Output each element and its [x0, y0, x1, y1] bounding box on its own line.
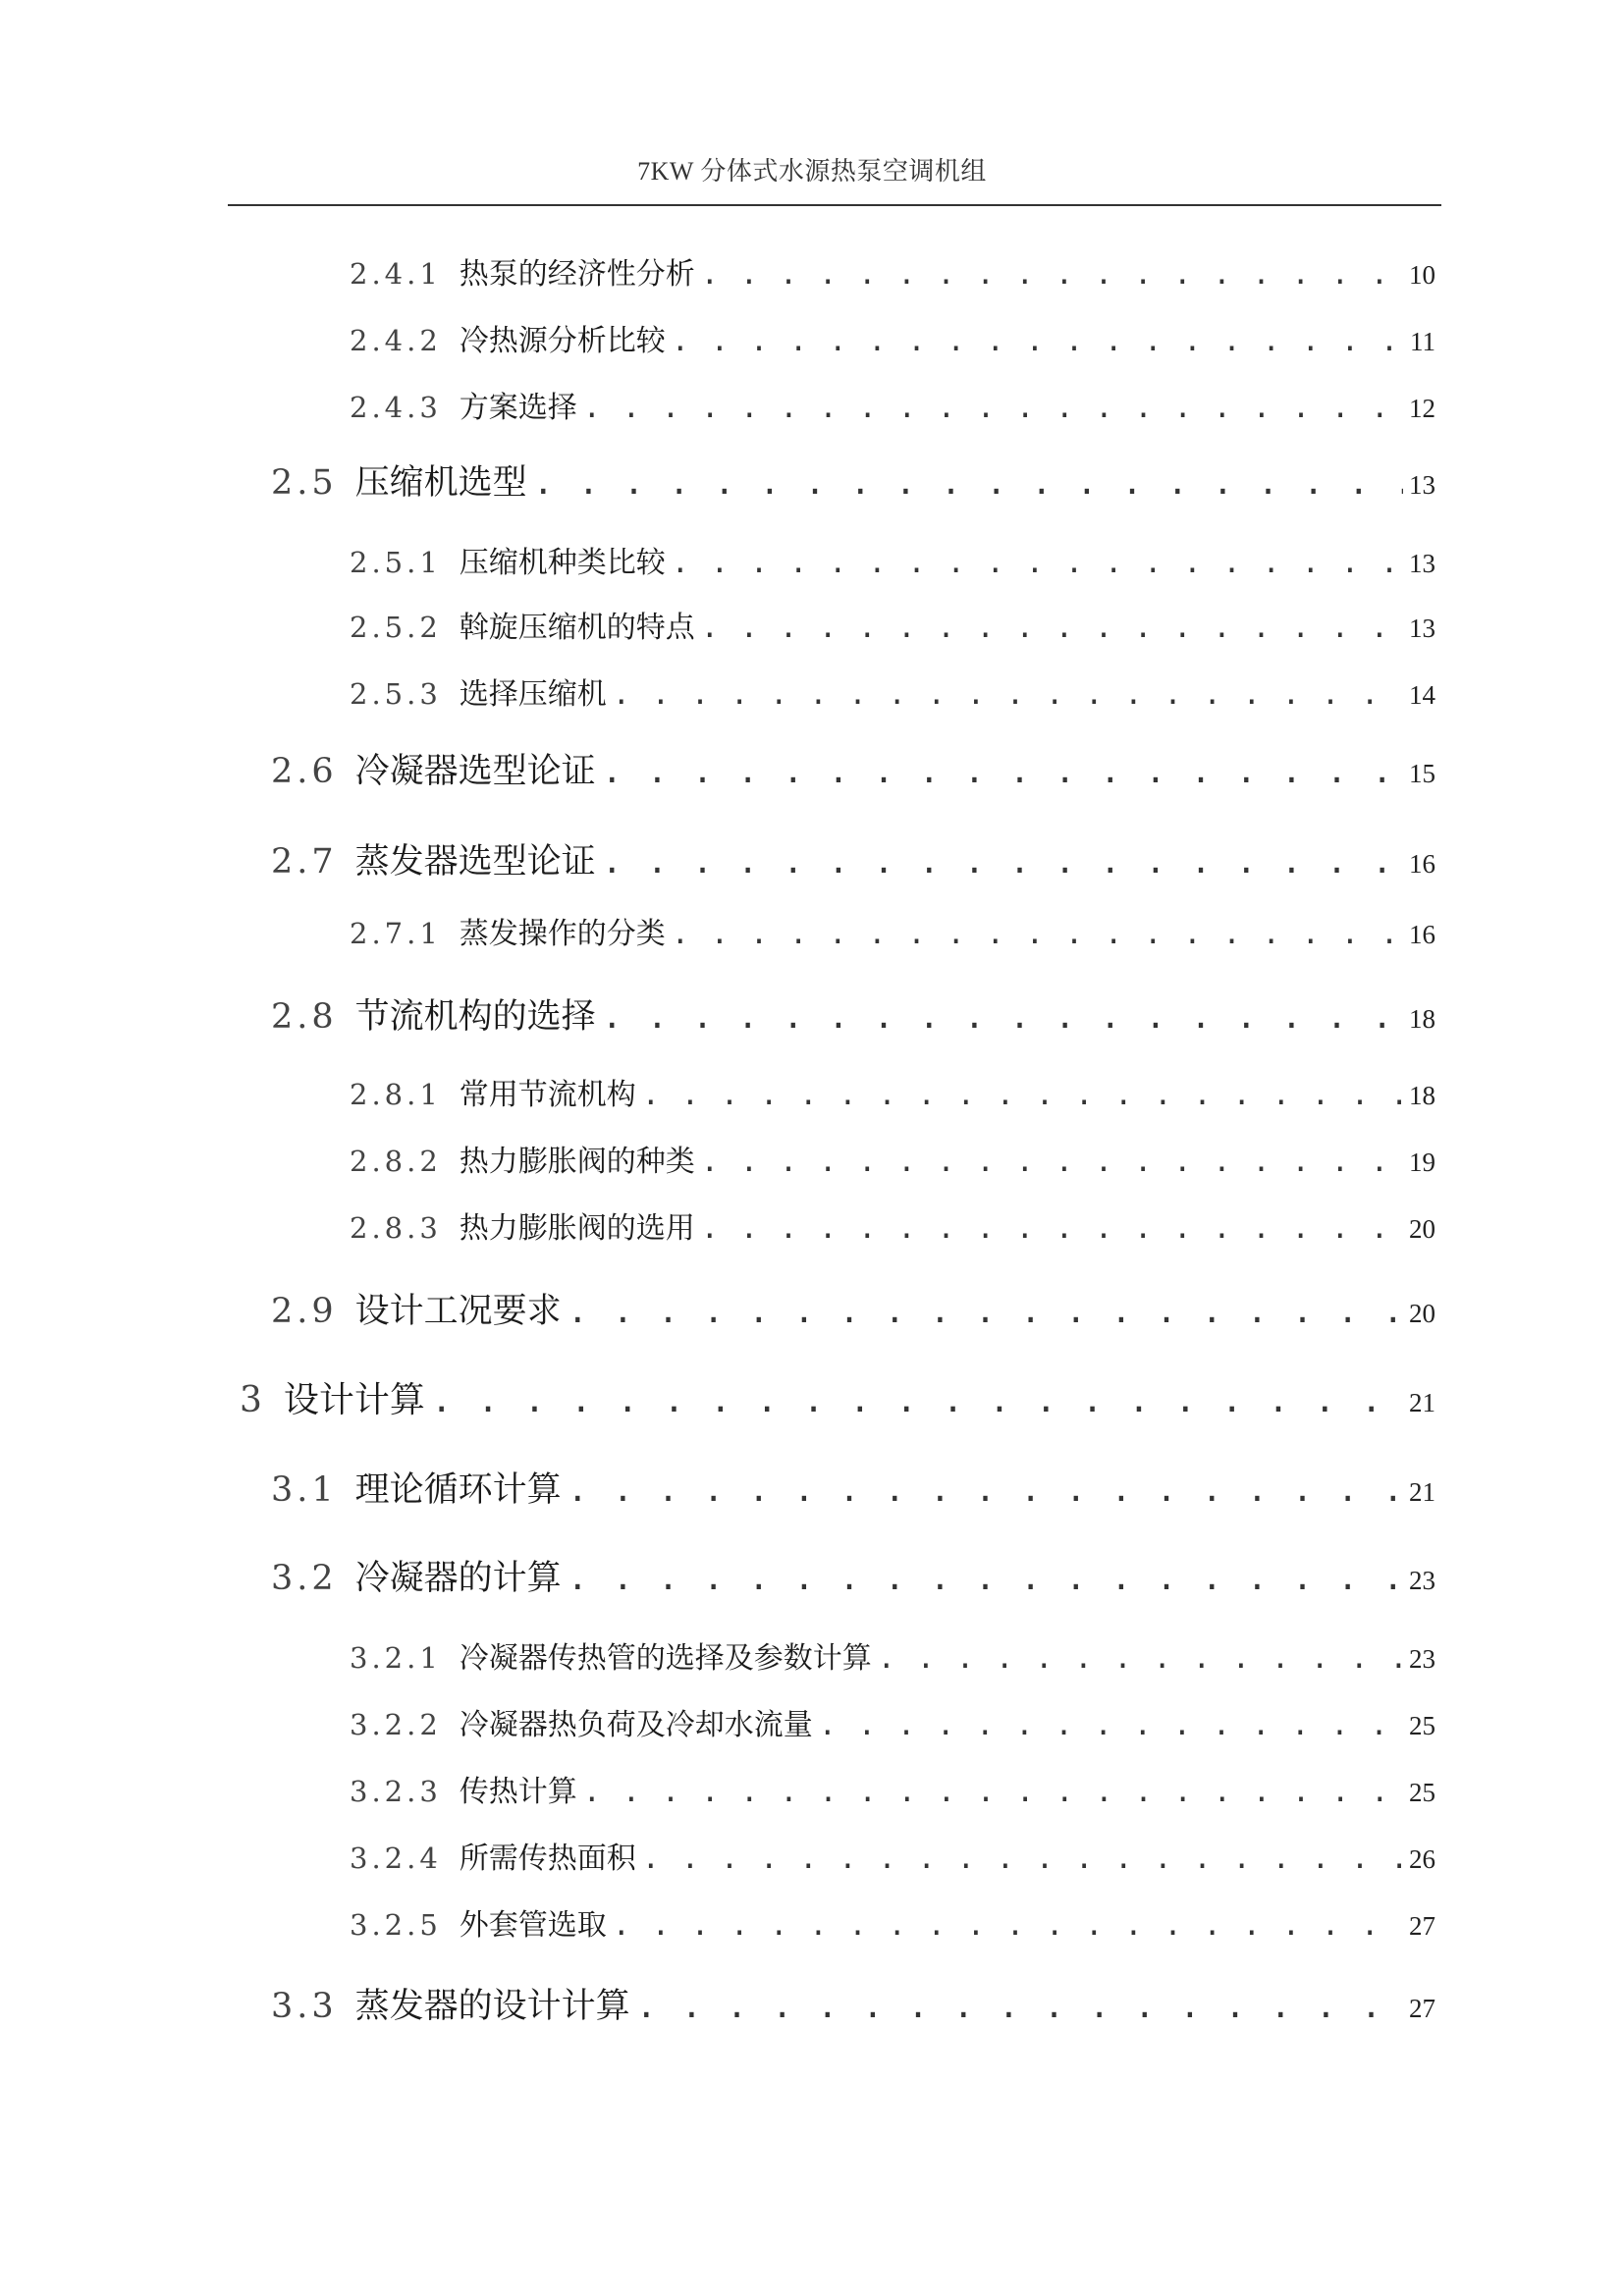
toc-entry-number: 3.2.5 — [350, 1908, 442, 1942]
toc-entry-page-number: 14 — [1409, 680, 1435, 710]
toc-entry[interactable] — [350, 669, 1435, 713]
toc-dot-leader — [431, 1380, 1403, 1420]
toc-dot-leader — [602, 752, 1403, 791]
toc-entry-number: 3.2.2 — [350, 1708, 442, 1741]
toc-entry-title: 外套管选取 — [459, 1908, 607, 1943]
toc-dot-leader — [583, 391, 1403, 425]
toc-dot-leader — [672, 324, 1404, 358]
toc-entry[interactable] — [271, 1979, 1435, 2028]
toc-entry-title: 压缩机种类比较 — [459, 546, 666, 580]
toc-entry-number: 2.8 — [271, 997, 338, 1037]
toc-entry[interactable] — [271, 744, 1435, 793]
toc-entry-title: 设计计算 — [283, 1380, 425, 1420]
toc-entry-title: 蒸发器选型论证 — [354, 842, 596, 881]
toc-entry-page-number: 25 — [1409, 1711, 1435, 1740]
toc-dot-leader — [672, 546, 1403, 580]
toc-entry-page-number: 27 — [1409, 1994, 1435, 2023]
toc-dot-leader — [568, 1470, 1403, 1510]
toc-entry[interactable] — [350, 1070, 1435, 1113]
toc-entry[interactable] — [350, 383, 1435, 426]
toc-entry-title: 斡旋压缩机的特点 — [459, 611, 695, 645]
toc-entry-page-number: 11 — [1410, 327, 1435, 356]
toc-entry[interactable] — [350, 249, 1435, 293]
toc-entry-number: 2.7 — [271, 842, 338, 881]
toc-entry[interactable] — [350, 1700, 1435, 1743]
toc-dot-leader — [613, 677, 1403, 712]
toc-entry-title: 传热计算 — [459, 1775, 577, 1809]
toc-entry-title: 方案选择 — [459, 391, 577, 425]
toc-entry-page-number: 13 — [1409, 470, 1435, 500]
toc-entry[interactable] — [350, 909, 1435, 952]
toc-entry-page-number: 23 — [1409, 1644, 1435, 1674]
toc-entry-page-number: 15 — [1409, 759, 1435, 788]
toc-entry-page-number: 19 — [1409, 1148, 1435, 1177]
toc-entry-title: 热泵的经济性分析 — [459, 257, 695, 292]
toc-entry-number: 2.8.3 — [350, 1211, 442, 1245]
toc-dot-leader — [568, 1559, 1403, 1598]
toc-entry-title: 蒸发器的设计计算 — [354, 1987, 630, 2026]
toc-entry-page-number: 27 — [1409, 1911, 1435, 1941]
toc-entry-number: 2.5 — [271, 463, 338, 503]
toc-entry-title: 冷凝器选型论证 — [354, 752, 596, 791]
toc-entry-page-number: 20 — [1409, 1214, 1435, 1244]
toc-entry[interactable] — [350, 1203, 1435, 1247]
toc-entry-number: 2.5.1 — [350, 546, 442, 579]
toc-entry-title: 理论循环计算 — [354, 1470, 562, 1510]
toc-entry-page-number: 25 — [1409, 1778, 1435, 1807]
toc-entry-page-number: 13 — [1409, 614, 1435, 643]
toc-entry-page-number: 21 — [1409, 1477, 1435, 1507]
toc-entry-number: 3.1 — [271, 1470, 338, 1510]
toc-entry-number: 3.3 — [271, 1987, 338, 2026]
toc-dot-leader — [533, 463, 1403, 503]
toc-entry[interactable] — [240, 1372, 1435, 1422]
toc-entry-number: 2.6 — [271, 752, 338, 791]
toc-entry-number: 2.9 — [271, 1292, 338, 1331]
toc-dot-leader — [613, 1908, 1403, 1943]
toc-entry[interactable] — [350, 603, 1435, 646]
toc-entry-title: 热力膨胀阀的种类 — [459, 1145, 695, 1179]
toc-entry-title: 选择压缩机 — [459, 677, 607, 712]
toc-entry-title: 冷凝器的计算 — [354, 1559, 562, 1598]
toc-entry-page-number: 20 — [1409, 1299, 1435, 1328]
toc-entry-title: 设计工况要求 — [354, 1292, 562, 1331]
toc-dot-leader — [583, 1775, 1403, 1809]
toc-dot-leader — [602, 997, 1403, 1037]
toc-entry-page-number: 18 — [1409, 1004, 1435, 1034]
toc-entry-page-number: 23 — [1409, 1566, 1435, 1595]
toc-entry[interactable] — [350, 1767, 1435, 1810]
toc-entry-number: 3.2.3 — [350, 1775, 442, 1808]
toc-entry-number: 2.4.1 — [350, 257, 442, 291]
toc-entry-page-number: 10 — [1409, 260, 1435, 290]
toc-dot-leader — [568, 1292, 1403, 1331]
toc-entry-number: 3.2.4 — [350, 1842, 442, 1875]
toc-entry-title: 所需传热面积 — [459, 1842, 636, 1876]
toc-dot-leader — [701, 1211, 1403, 1246]
toc-entry-title: 节流机构的选择 — [354, 997, 596, 1037]
toc-entry-page-number: 12 — [1409, 394, 1435, 423]
toc-entry-number: 3.2 — [271, 1559, 338, 1598]
toc-dot-leader — [819, 1708, 1403, 1742]
toc-entry-page-number: 18 — [1409, 1081, 1435, 1110]
toc-entry-number: 2.5.2 — [350, 611, 442, 644]
toc-entry[interactable] — [350, 1137, 1435, 1180]
toc-entry-title: 压缩机选型 — [354, 463, 527, 503]
toc-entry-number: 2.4.3 — [350, 391, 442, 424]
toc-entry-title: 蒸发操作的分类 — [459, 917, 666, 951]
toc-dot-leader — [602, 842, 1403, 881]
toc-dot-leader — [701, 611, 1403, 645]
toc-entry[interactable] — [350, 316, 1435, 359]
toc-dot-leader — [642, 1842, 1403, 1876]
toc-entry-title: 冷凝器传热管的选择及参数计算 — [459, 1641, 872, 1676]
toc-dot-leader — [636, 1987, 1403, 2026]
toc-entry[interactable] — [350, 1633, 1435, 1677]
toc-entry[interactable] — [271, 989, 1435, 1039]
toc-entry-number: 2.8.2 — [350, 1145, 442, 1178]
toc-entry[interactable] — [350, 1900, 1435, 1944]
toc-entry-number: 2.4.2 — [350, 324, 442, 357]
toc-dot-leader — [642, 1078, 1403, 1112]
toc-dot-leader — [701, 1145, 1403, 1179]
toc-entry-title: 热力膨胀阀的选用 — [459, 1211, 695, 1246]
toc-entry[interactable] — [271, 1284, 1435, 1333]
toc-entry[interactable] — [271, 1551, 1435, 1600]
toc-dot-leader — [878, 1641, 1403, 1676]
toc-entry-page-number: 13 — [1409, 549, 1435, 578]
toc-entry-number: 3 — [240, 1380, 266, 1420]
toc-entry-number: 2.7.1 — [350, 917, 442, 950]
toc-entry[interactable] — [271, 834, 1435, 883]
running-header-title: 7KW 分体式水源热泵空调机组 — [637, 157, 987, 186]
toc-entry-title: 常用节流机构 — [459, 1078, 636, 1112]
toc-entry-page-number: 16 — [1409, 920, 1435, 949]
toc-entry-page-number: 16 — [1409, 849, 1435, 879]
toc-entry[interactable] — [271, 1463, 1435, 1512]
toc-entry-title: 冷热源分析比较 — [459, 324, 666, 358]
toc-entry-number: 2.8.1 — [350, 1078, 442, 1111]
toc-entry-number: 3.2.1 — [350, 1641, 442, 1675]
toc-entry-page-number: 26 — [1409, 1844, 1435, 1874]
toc-entry[interactable] — [350, 1834, 1435, 1877]
toc-entry-number: 2.5.3 — [350, 677, 442, 711]
toc-dot-leader — [672, 917, 1403, 951]
toc-entry-page-number: 21 — [1409, 1388, 1435, 1417]
toc-entry[interactable] — [350, 538, 1435, 581]
toc-entry[interactable] — [271, 455, 1435, 505]
toc-entry-title: 冷凝器热负荷及冷却水流量 — [459, 1708, 813, 1742]
toc-dot-leader — [701, 257, 1403, 292]
